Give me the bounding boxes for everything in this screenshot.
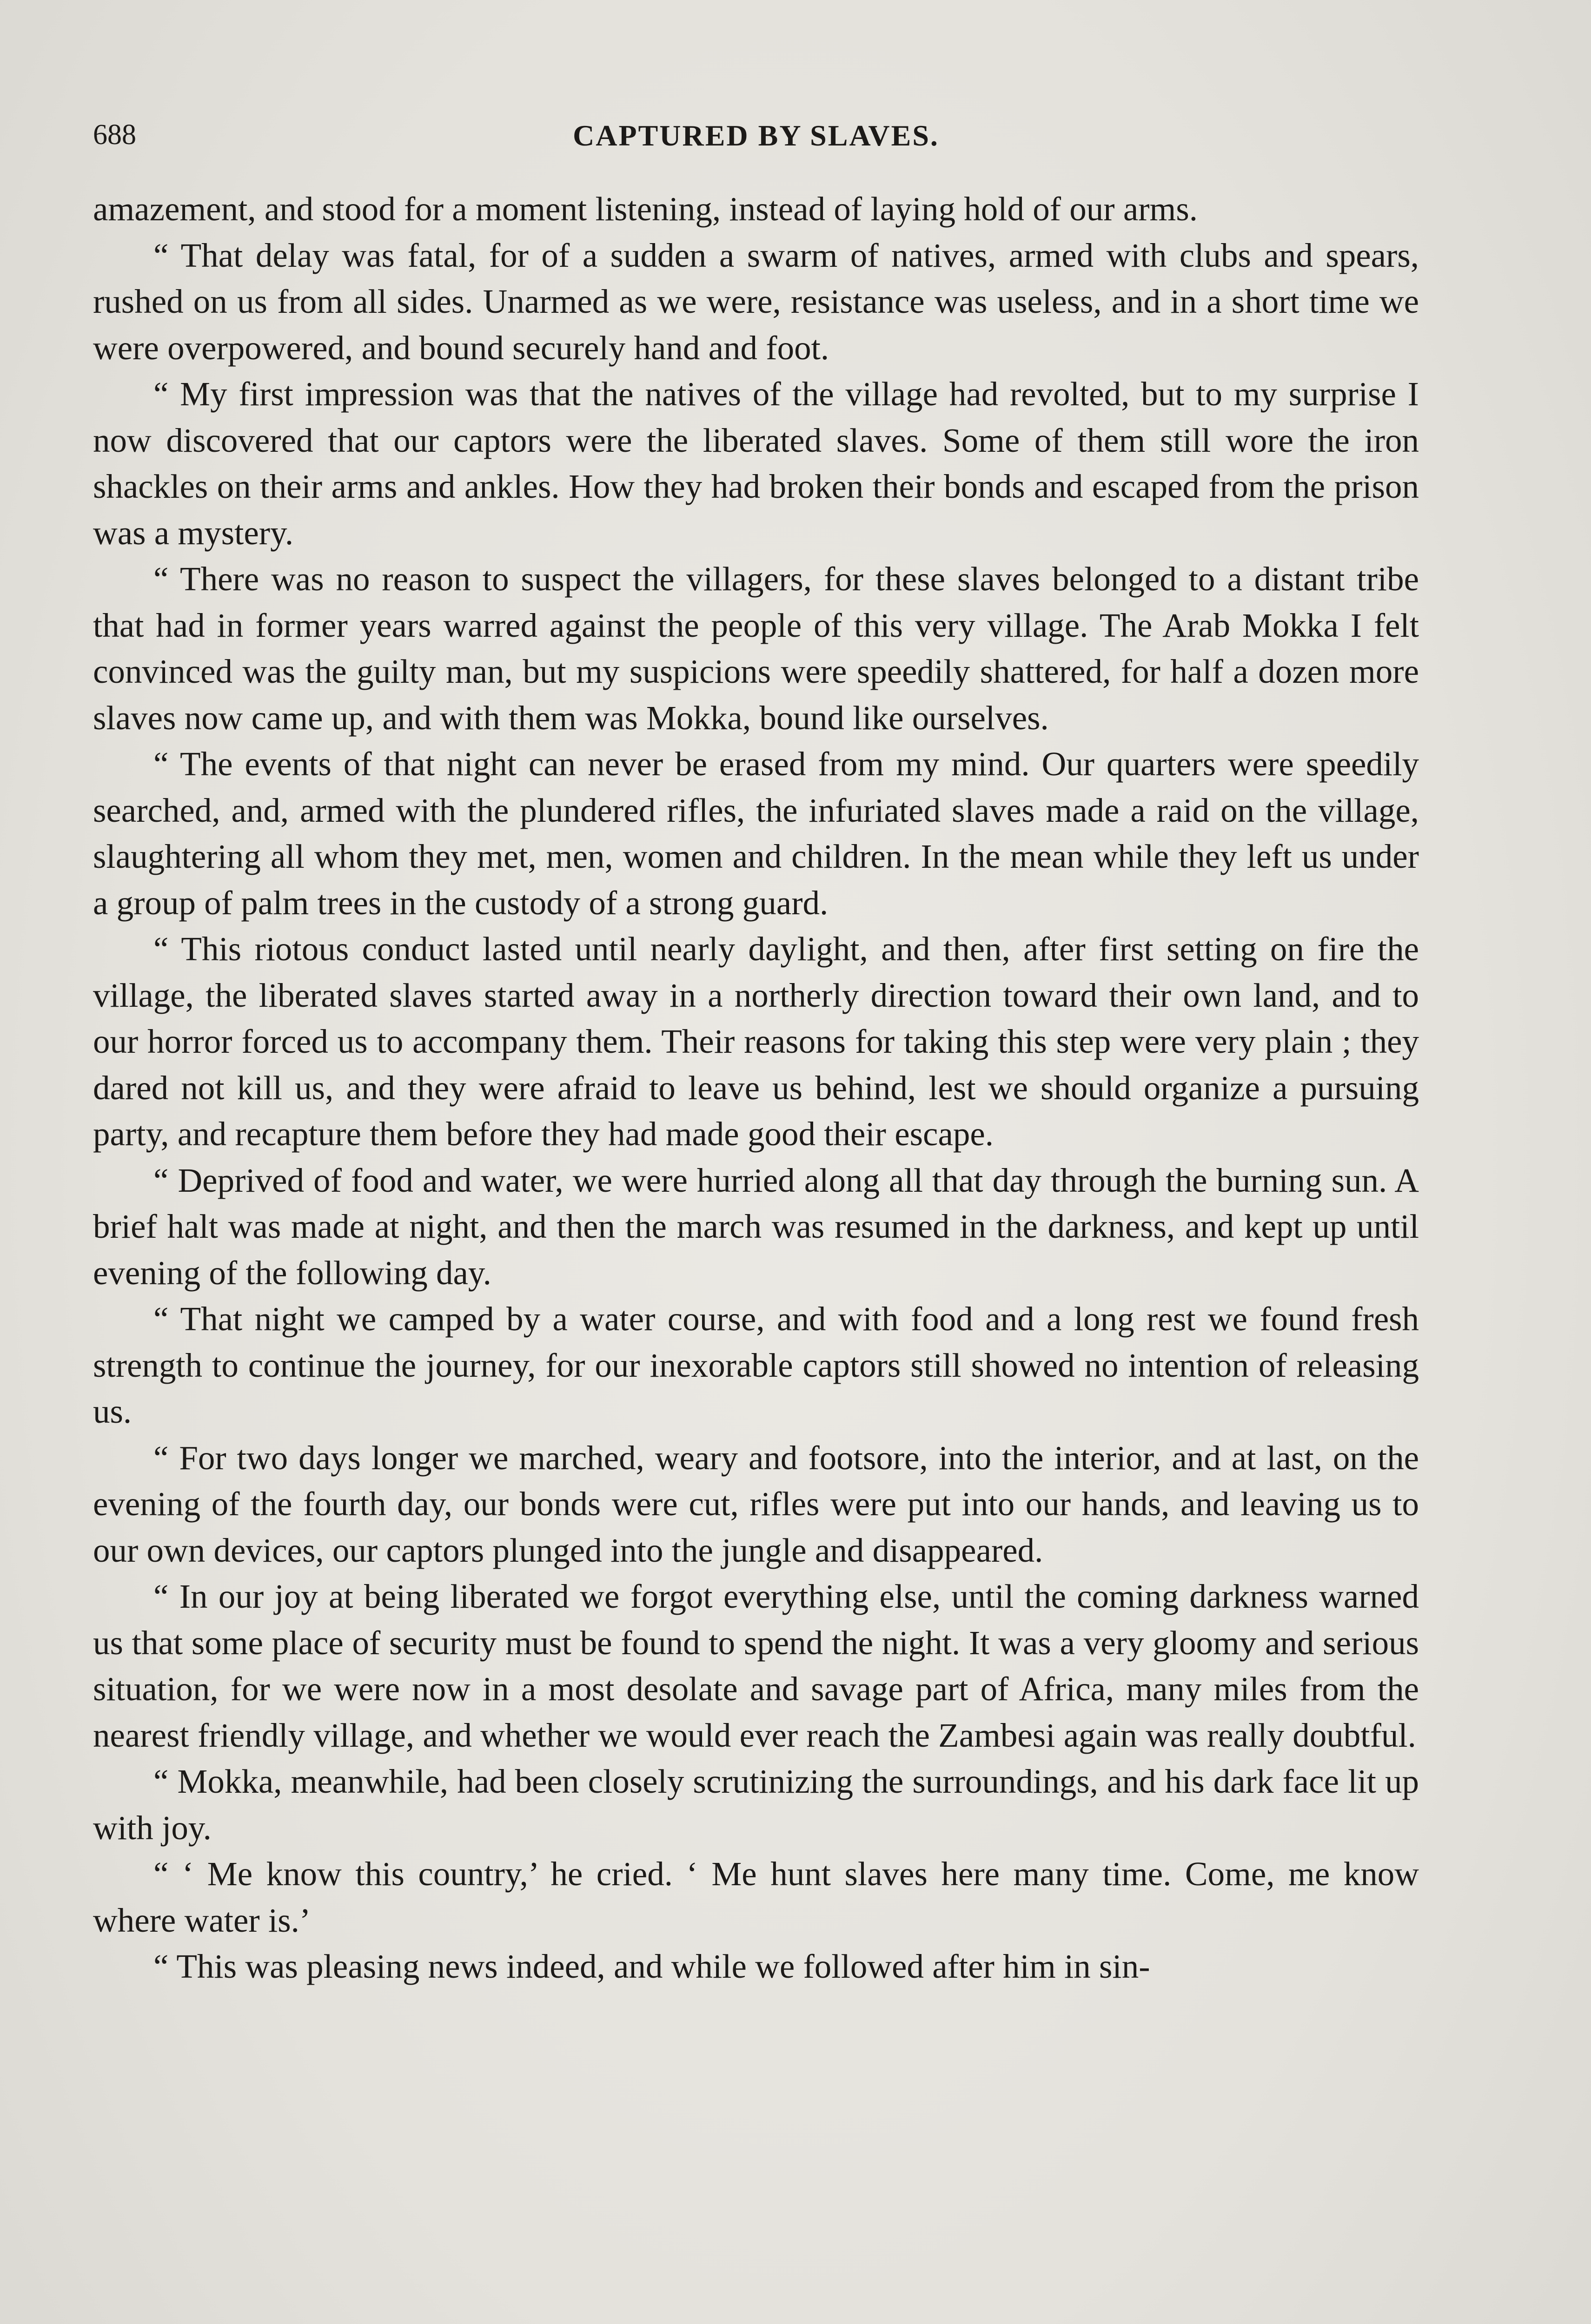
paragraph: “ This was pleasing news indeed, and while we followed after him in sin- xyxy=(153,1948,1150,1985)
page-number: 688 xyxy=(93,119,136,151)
paragraph: “ That delay was fatal, for of a sudden a swarm of natives, armed with clubs and spears, rushed on us from all sides. Unarmed as we were, resistance was useless, and in a short time we were overpowered, and bound securely hand and foot. xyxy=(93,236,1419,367)
paragraph: “ There was no reason to suspect the villagers, for these slaves belonged to a distant tribe that had in former years warred against the people of this very village. The Arab Mokka I felt convinced was the guilty man, but my suspicions were speedily shattered, for half a dozen more slaves now came up, and with them was Mokka, bound like ourselves. xyxy=(93,560,1419,737)
paragraph: “ That night we camped by a water course, and with food and a long rest we found fresh strength to continue the journey, for our inexorable captors still showed no intention of releasing us. xyxy=(93,1300,1419,1430)
paragraph: “ My first impression was that the natives of the village had revolted, but to my surprise I now discovered that our captors were the liberated slaves. Some of them still wore the iron shackles on their arms and ankles. How they had broken their bonds and escaped from the prison was a mystery. xyxy=(93,375,1419,552)
paragraph: “ In our joy at being liberated we forgot everything else, until the coming darkness warned us that some place of security must be found to spend the night. It was a very gloomy and serious situation, for we were now in a most desolate and savage part of Africa, many miles from the nearest friendly village, and whether we would ever reach the Zambesi again was really doubtful. xyxy=(93,1578,1419,1754)
body-text xyxy=(93,186,1419,1990)
paragraph: “ The events of that night can never be erased from my mind. Our quarters were speedily searched, and, armed with the plundered rifles, the infuriated slaves made a raid on the village, slaughtering all whom they met, men, women and children. In the mean while they left us under a group of palm trees in the custody of a strong guard. xyxy=(93,745,1419,922)
paragraph: “ Mokka, meanwhile, had been closely scrutinizing the surroundings, and his dark face lit up with joy. xyxy=(93,1763,1419,1847)
paragraph: amazement, and stood for a moment listening, instead of laying hold of our arms. xyxy=(93,190,1198,228)
page-header xyxy=(93,119,1419,160)
paragraph: “ This riotous conduct lasted until nearly daylight, and then, after first setting on fire the village, the liberated slaves started away in a northerly direction toward their own land, and to our horror forced us to accompany them. Their reasons for taking this step were very plain ; they dared not kill us, and they were afraid to leave us behind, lest we should organize a pursuing party, and recapture them before they had made good their escape. xyxy=(93,930,1419,1153)
paragraph: “ For two days longer we marched, weary and footsore, into the interior, and at last, on the evening of the fourth day, our bonds were cut, rifles were put into our hands, and leaving us to our own devices, our captors plunged into the jungle and disappeared. xyxy=(93,1439,1419,1569)
paragraph: “ Deprived of food and water, we were hurried along all that day through the burning sun. A brief halt was made at night, and then the march was resumed in the darkness, and kept up until evening of the following day. xyxy=(93,1161,1419,1292)
paragraph: “ ‘ Me know this country,’ he cried. ‘ Me hunt slaves here many time. Come, me know where water is.’ xyxy=(93,1855,1419,1939)
running-title: CAPTURED BY SLAVES. xyxy=(573,119,939,152)
